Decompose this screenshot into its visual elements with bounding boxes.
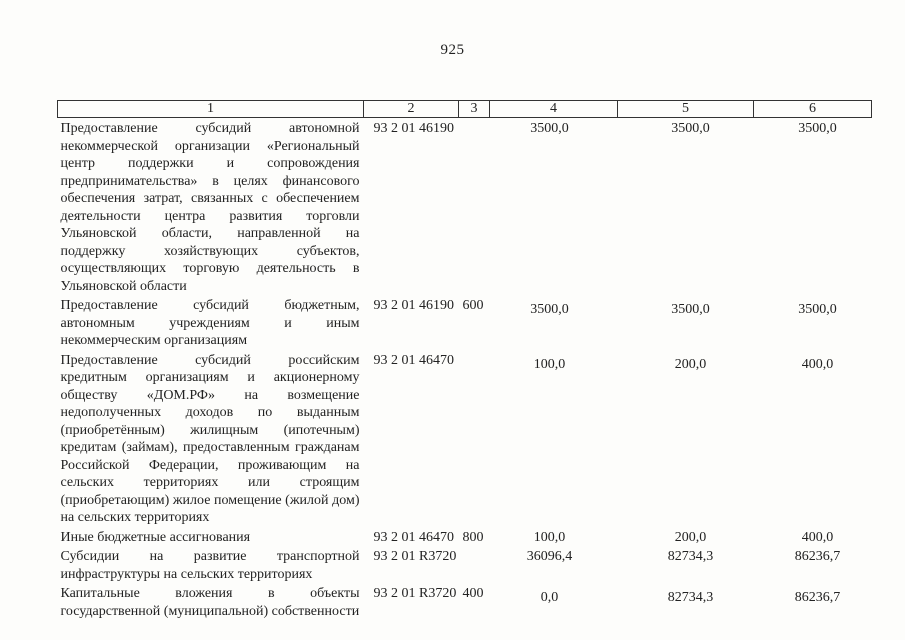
row-expense-type: 400 <box>462 586 484 601</box>
row-code: 93 2 01 46470 <box>373 529 454 545</box>
row-value-col5: 3500,0 <box>671 121 710 136</box>
column-header-6: 6 <box>754 101 872 118</box>
row-value-col6: 400,0 <box>801 529 834 545</box>
row-description: Предоставление субсидий бюджетным, автономным учреждениям и иным некоммерческим организациям <box>60 298 360 348</box>
row-expense-type: 800 <box>462 529 484 545</box>
row-value-col5: 82734,3 <box>667 549 714 564</box>
row-value-col5: 200,0 <box>674 529 707 545</box>
row-expense-type <box>459 546 490 583</box>
row-value-col6: 3500,0 <box>798 302 837 317</box>
row-description: Иные бюджетные ассигнования <box>60 529 251 545</box>
row-expense-type: 600 <box>462 298 484 313</box>
row-value-col5: 3500,0 <box>671 302 710 317</box>
table-row <box>58 350 872 527</box>
row-value-col4: 3500,0 <box>530 121 569 136</box>
row-code: 93 2 01 R3720 <box>373 586 457 601</box>
row-code: 93 2 01 R3720 <box>373 549 457 564</box>
row-expense-type <box>459 118 490 296</box>
column-header-4: 4 <box>490 101 618 118</box>
row-value-col4: 3500,0 <box>530 302 569 317</box>
budget-table <box>57 100 872 620</box>
row-description: Субсидии на развитие транспортной инфраструктуры на сельских территориях <box>60 549 360 582</box>
row-value-col4: 0,0 <box>540 590 559 605</box>
row-value-col6: 86236,7 <box>794 590 841 605</box>
row-value-col4: 100,0 <box>533 529 566 545</box>
row-value-col4: 36096,4 <box>526 549 573 564</box>
table-row <box>58 118 872 296</box>
row-value-col5: 200,0 <box>674 356 707 372</box>
row-value-col4: 100,0 <box>533 356 566 372</box>
table-row <box>58 527 872 547</box>
row-description: Предоставление субсидий автономной некоммерческой организации «Региональный центр поддержки и сопровождения предпринимательства» в целях финансового обеспечения затрат, связанных с обеспечением деятельности центра развития торговли Ульяновской области, направленной на поддержку хозяйствующих субъектов, осуществляющих торговую деятельность в Ульяновской области <box>60 121 360 294</box>
row-code: 93 2 01 46470 <box>373 352 454 368</box>
row-description: Предоставление субсидий российским кредитным организациям и акционерному обществу «ДОМ.РФ» на возмещение недополученных доходов по выданным (приобретённым) жилищным (ипотечным) кредитам (займам), предоставленным гражданам Российской Федерации, проживающим на сельских территориях или строящим (приобретающим) жилое помещение (жилой дом) на сельских территориях <box>60 352 360 525</box>
row-description: Капитальные вложения в объекты государственной (муниципальной) собственности <box>60 586 360 619</box>
table-row <box>58 295 872 350</box>
table-header <box>58 101 872 118</box>
row-value-col6: 3500,0 <box>798 121 837 136</box>
row-value-col5: 82734,3 <box>667 590 714 605</box>
column-header-3: 3 <box>459 101 490 118</box>
row-code: 93 2 01 46190 <box>373 121 454 136</box>
row-expense-type <box>459 350 490 527</box>
table-row <box>58 583 872 620</box>
page-number: 925 <box>440 42 465 58</box>
row-value-col6: 400,0 <box>801 356 834 372</box>
column-header-2: 2 <box>364 101 459 118</box>
row-code: 93 2 01 46190 <box>373 298 454 313</box>
row-value-col6: 86236,7 <box>794 549 841 564</box>
column-header-5: 5 <box>618 101 754 118</box>
table-row <box>58 546 872 583</box>
column-header-1: 1 <box>58 101 364 118</box>
